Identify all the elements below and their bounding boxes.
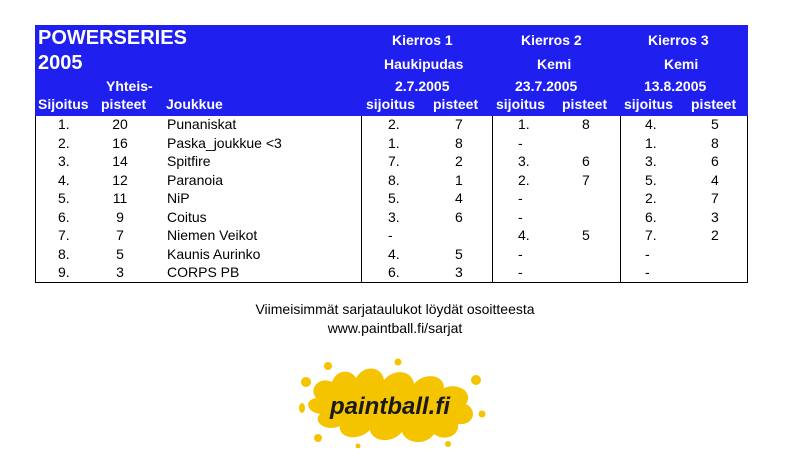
round-2-name: Kierros 2 bbox=[521, 32, 582, 48]
cell-total: 14 bbox=[112, 153, 128, 169]
table-header bbox=[35, 25, 748, 116]
round-3-sijoitus: sijoitus bbox=[624, 96, 674, 112]
cell-rank: 8. bbox=[58, 245, 70, 262]
round-1-pisteet: pisteet bbox=[433, 96, 479, 112]
title-line-2: 2005 bbox=[38, 52, 83, 74]
cell-r3s: - bbox=[645, 264, 650, 280]
table-row bbox=[36, 264, 747, 283]
round-1-date: 2.7.2005 bbox=[395, 78, 450, 94]
cell-r2s: 3. bbox=[518, 153, 530, 169]
title-line-1: POWERSERIES bbox=[38, 27, 187, 49]
cell-r1p: 2 bbox=[455, 153, 463, 169]
cell-r1p: 1 bbox=[455, 171, 463, 188]
round-3-location: Kemi bbox=[664, 56, 699, 72]
cell-r3s: 1. bbox=[645, 134, 657, 151]
cell-r3s: 4. bbox=[645, 116, 657, 132]
cell-team: Niemen Veikot bbox=[167, 227, 258, 243]
header-yhteis: Yhteis- bbox=[106, 78, 153, 94]
cell-team: Paranoia bbox=[167, 171, 224, 188]
cell-r2p: 5 bbox=[582, 227, 590, 243]
cell-r1s: 3. bbox=[388, 208, 400, 225]
cell-r3s: 6. bbox=[645, 208, 657, 225]
cell-total: 20 bbox=[112, 116, 128, 132]
table-row bbox=[36, 209, 747, 228]
cell-team: Paska_joukkue <3 bbox=[167, 134, 282, 151]
cell-rank: 2. bbox=[58, 134, 70, 151]
cell-rank: 1. bbox=[58, 116, 70, 132]
cell-total: 12 bbox=[112, 171, 128, 188]
header-pisteet: pisteet bbox=[101, 96, 147, 112]
cell-r3p: 6 bbox=[711, 153, 719, 169]
cell-r1p: 5 bbox=[455, 245, 463, 262]
cell-r3s: 2. bbox=[645, 190, 657, 206]
cell-r2s: 4. bbox=[518, 227, 530, 243]
cell-r3p: 3 bbox=[711, 208, 719, 225]
cell-r2p: 8 bbox=[582, 116, 590, 132]
cell-r1s: 8. bbox=[388, 171, 400, 188]
cell-total: 16 bbox=[112, 134, 128, 151]
logo-text: paintball.fi bbox=[330, 393, 450, 420]
footer-line-1: Viimeisimmät sarjataulukot löydät osoitteesta bbox=[255, 301, 535, 317]
cell-rank: 3. bbox=[58, 153, 70, 169]
cell-r1s: 4. bbox=[388, 245, 400, 262]
cell-r2s: - bbox=[518, 208, 523, 225]
cell-r3p: 7 bbox=[711, 190, 719, 206]
cell-r2p: 7 bbox=[582, 171, 590, 188]
cell-r2s: 1. bbox=[518, 116, 530, 132]
cell-team: CORPS PB bbox=[167, 264, 240, 280]
round-2-sijoitus: sijoitus bbox=[496, 96, 546, 112]
cell-team: Kaunis Aurinko bbox=[167, 245, 261, 262]
table-row bbox=[36, 172, 747, 191]
cell-total: 5 bbox=[116, 245, 124, 262]
cell-r1p: 3 bbox=[455, 264, 463, 280]
round-2-date: 23.7.2005 bbox=[515, 78, 578, 94]
cell-r3s: 7. bbox=[645, 227, 657, 243]
cell-r1p: 7 bbox=[455, 116, 463, 132]
cell-rank: 4. bbox=[58, 171, 70, 188]
cell-total: 9 bbox=[116, 208, 124, 225]
cell-r3p: 4 bbox=[711, 171, 719, 188]
cell-r1s: 5. bbox=[388, 190, 400, 206]
table-row bbox=[36, 246, 747, 265]
cell-r3p: 2 bbox=[711, 227, 719, 243]
cell-total: 3 bbox=[116, 264, 124, 280]
cell-team: Punaniskat bbox=[167, 116, 237, 132]
standings-table bbox=[35, 25, 748, 283]
cell-r3p: 5 bbox=[711, 116, 719, 132]
round-3-date: 13.8.2005 bbox=[644, 78, 707, 94]
cell-team: Coitus bbox=[167, 208, 207, 225]
round-3-name: Kierros 3 bbox=[648, 32, 709, 48]
cell-r1p: 6 bbox=[455, 208, 463, 225]
round-1-name: Kierros 1 bbox=[392, 32, 453, 48]
cell-r2s: - bbox=[518, 264, 523, 280]
cell-r2s: - bbox=[518, 134, 523, 151]
round-3-pisteet: pisteet bbox=[691, 96, 737, 112]
header-joukkue: Joukkue bbox=[166, 96, 223, 112]
paint-splat-icon bbox=[298, 358, 488, 448]
table-row bbox=[36, 153, 747, 172]
round-1-sijoitus: sijoitus bbox=[366, 96, 416, 112]
header-sijoitus: Sijoitus bbox=[38, 96, 89, 112]
cell-r1s: 1. bbox=[388, 134, 400, 151]
cell-r1p: 8 bbox=[455, 134, 463, 151]
cell-r2s: - bbox=[518, 245, 523, 262]
cell-rank: 5. bbox=[58, 190, 70, 206]
cell-total: 11 bbox=[112, 190, 128, 206]
cell-rank: 6. bbox=[58, 208, 70, 225]
cell-r1s: 6. bbox=[388, 264, 400, 280]
cell-r2s: 2. bbox=[518, 171, 530, 188]
table-row bbox=[36, 227, 747, 246]
cell-total: 7 bbox=[116, 227, 124, 243]
cell-team: NiP bbox=[167, 190, 190, 206]
paintball-logo[interactable] bbox=[298, 358, 488, 448]
cell-r1s: 7. bbox=[388, 153, 400, 169]
cell-team: Spitfire bbox=[167, 153, 211, 169]
table-row bbox=[36, 135, 747, 154]
cell-r2s: - bbox=[518, 190, 523, 206]
table-body bbox=[35, 116, 748, 283]
round-2-pisteet: pisteet bbox=[562, 96, 608, 112]
round-2-location: Kemi bbox=[537, 56, 572, 72]
cell-rank: 7. bbox=[58, 227, 70, 243]
cell-r3p: 8 bbox=[711, 134, 719, 151]
table-row bbox=[36, 116, 747, 135]
cell-r3s: 5. bbox=[645, 171, 657, 188]
cell-rank: 9. bbox=[58, 264, 70, 280]
cell-r3s: 3. bbox=[645, 153, 657, 169]
cell-r2p: 6 bbox=[582, 153, 590, 169]
table-row bbox=[36, 190, 747, 209]
round-1-location: Haukipudas bbox=[384, 56, 464, 72]
cell-r1s: 2. bbox=[388, 116, 400, 132]
cell-r1s: - bbox=[388, 227, 393, 243]
footer-link[interactable]: www.paintball.fi/sarjat bbox=[327, 320, 463, 336]
cell-r3s: - bbox=[645, 245, 650, 262]
cell-r1p: 4 bbox=[455, 190, 463, 206]
